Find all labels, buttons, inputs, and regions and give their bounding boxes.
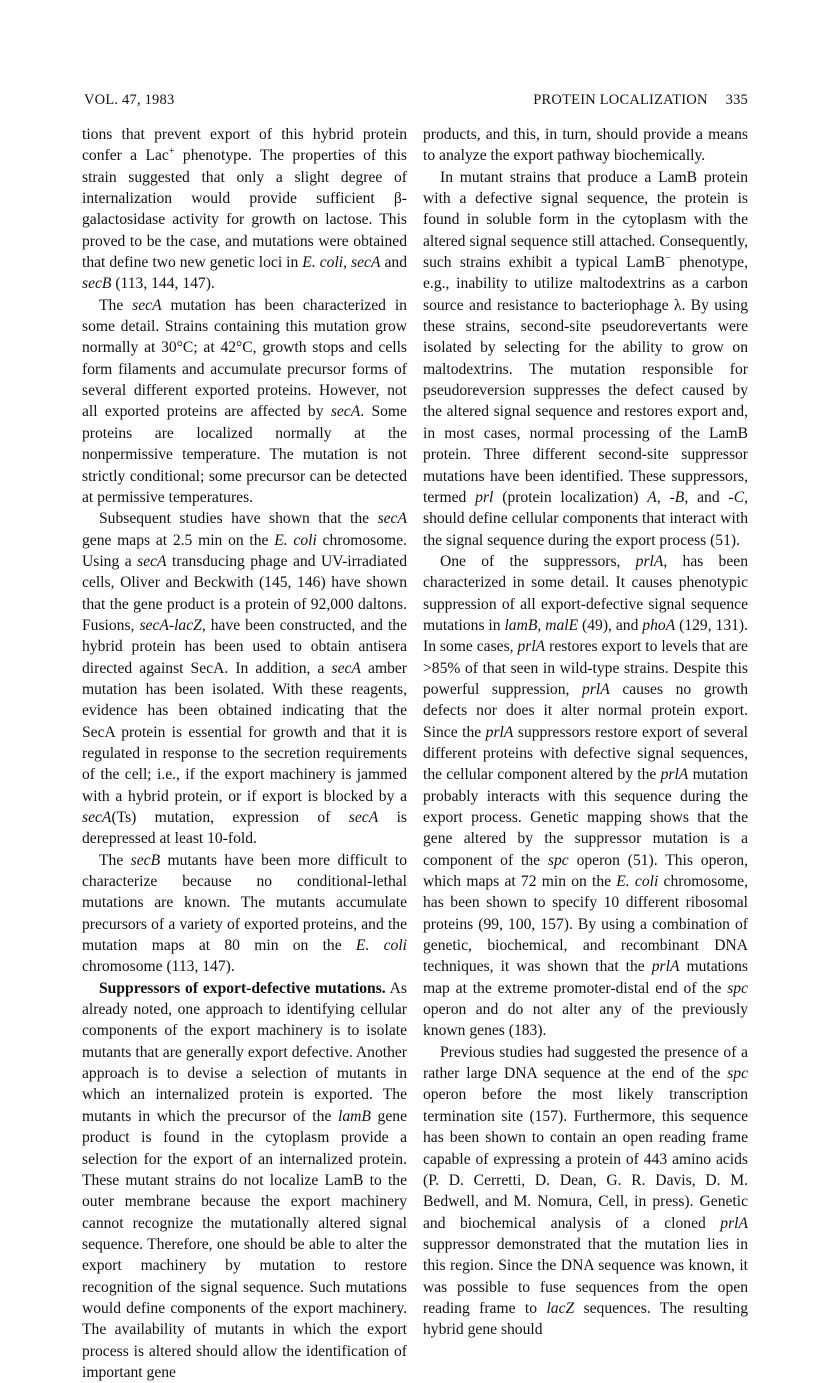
running-title-block xyxy=(533,92,748,109)
running-header xyxy=(84,92,748,112)
paragraph: The secA mutation has been characterized in some detail. Strains containing this mutation grow normally at 30°C; at 42°C, growth stops and cells form filaments and accumulate precursor forms of several different exported proteins. However, not all exported proteins are affected by secA. Some proteins are localized normally at the nonpermissive temperature. The mutation is not strictly conditional; some precursor can be detected at permissive temperatures. xyxy=(82,296,407,506)
right-column xyxy=(423,124,748,1341)
running-title: PROTEIN LOCALIZATION xyxy=(533,92,708,108)
paragraph: The secB mutants have been more difficult to characterize because no conditional-lethal mutations are known. The mutants accumulate precursors of a variety of exported proteins, and the mutation maps at 80 min on the E. coli chromosome (113, 147). xyxy=(82,851,407,976)
paragraph: tions that prevent export of this hybrid protein confer a Lac+ phenotype. The properties of this strain suggested that only a slight degree of internalization would provide sufficient β-galactosidase activity for growth on lactose. This proved to be the case, and mutations were obtained that define two new genetic loci in E. coli, secA and secB (113, 144, 147). xyxy=(82,126,407,293)
paragraph: Suppressors of export-defective mutations. As already noted, one approach to identifying cellular components of the export machinery is to isolate mutants that are generally export defective. Another approach is to devise a selection of mutants in which an internalized protein is exported. The mutants in which the precursor of the lamB gene product is found in the cytoplasm provide a selection for the export of an internalized protein. These mutant strains do not localize LamB to the outer membrane because the export machinery cannot recognize the mutationally altered signal sequence. Therefore, one should be able to alter the export machinery by mutation to restore recognition of the signal sequence. Such mutations would define components of the export machinery. The availability of mutants in which the export process is altered should allow the identification of important gene xyxy=(82,979,408,1381)
paragraph: Previous studies had suggested the presence of a rather large DNA sequence at the end of the spc operon before the most likely transcription termination site (157). Furthermore, this sequence has been shown to contain an open reading frame capable of expressing a protein of 443 amino acids (P. D. Cerretti, D. Dean, G. R. Davis, D. M. Bedwell, and M. Nomura, Cell, in press). Genetic and biochemical analysis of a cloned prlA suppressor demonstrated that the mutation lies in this region. Since the DNA sequence was known, it was possible to fuse sequences from the open reading frame to lacZ sequences. The resulting hybrid gene should xyxy=(423,1043,748,1339)
paragraph: Subsequent studies have shown that the secA gene maps at 2.5 min on the E. coli chromosome. Using a secA transducing phage and UV-irradiated cells, Oliver and Beckwith (145, 146) have shown that the gene product is a protein of 92,000 daltons. Fusions, secA-lacZ, have been constructed, and the hybrid protein has been used to obtain antisera directed against SecA. In addition, a secA amber mutation has been isolated. With these reagents, evidence has been obtained indicating that the SecA protein is essential for growth and that it is regulated in response to the secretion requirements of the cell; i.e., if the export machinery is jammed with a hybrid protein, or if export is blocked by a secA(Ts) mutation, expression of secA is derepressed at least 10-fold. xyxy=(82,510,407,848)
paragraph: In mutant strains that produce a LamB protein with a defective signal sequence, the protein is found in soluble form in the cytoplasm with the altered signal sequence still attached. Consequently, such strains exhibit a typical LamB− phenotype, e.g., inability to utilize maltodextrins as a carbon source and resistance to bacteriophage λ. By using these strains, second-site pseudorevertants were isolated by selecting for the ability to grow on maltodextrins. The mutation responsible for pseudoreversion suppresses the defect caused by the altered signal sequence and restores export and, in most cases, normal processing of the LamB protein. Three different second-site suppressor mutations have been identified. These suppressors, termed prl (protein localization) A, -B, and -C, should define cellular components that interact with the signal sequence during the export process (51). xyxy=(423,168,748,549)
page-number: 335 xyxy=(725,92,748,108)
section-heading: Suppressors of export-defective mutations. xyxy=(99,979,386,997)
volume-year: VOL. 47, 1983 xyxy=(84,92,175,108)
left-column xyxy=(82,124,407,1383)
paragraph: products, and this, in turn, should provide a means to analyze the export pathway biochemically. xyxy=(423,126,748,165)
paragraph: One of the suppressors, prlA, has been characterized in some detail. It causes phenotypic suppression of all export-defective signal sequence mutations in lamB, malE (49), and phoA (129, 131). In some cases, prlA restores export to levels that are >85% of that seen in wild-type strains. Despite this powerful suppression, prlA causes no growth defects nor does it alter normal protein export. Since the prlA suppressors restore export of several different proteins with defective signal sequences, the cellular component altered by the prlA mutation probably interacts with this sequence during the export process. Genetic mapping shows that the gene altered by the suppressor mutation is a component of the spc operon (51). This operon, which maps at 72 min on the E. coli chromosome, has been shown to specify 10 different ribosomal proteins (99, 100, 157). By using a combination of genetic, biochemical, and recombinant DNA techniques, it was shown that the prlA mutations map at the extreme promoter-distal end of the spc operon and do not alter any of the previously known genes (183). xyxy=(423,552,749,1040)
